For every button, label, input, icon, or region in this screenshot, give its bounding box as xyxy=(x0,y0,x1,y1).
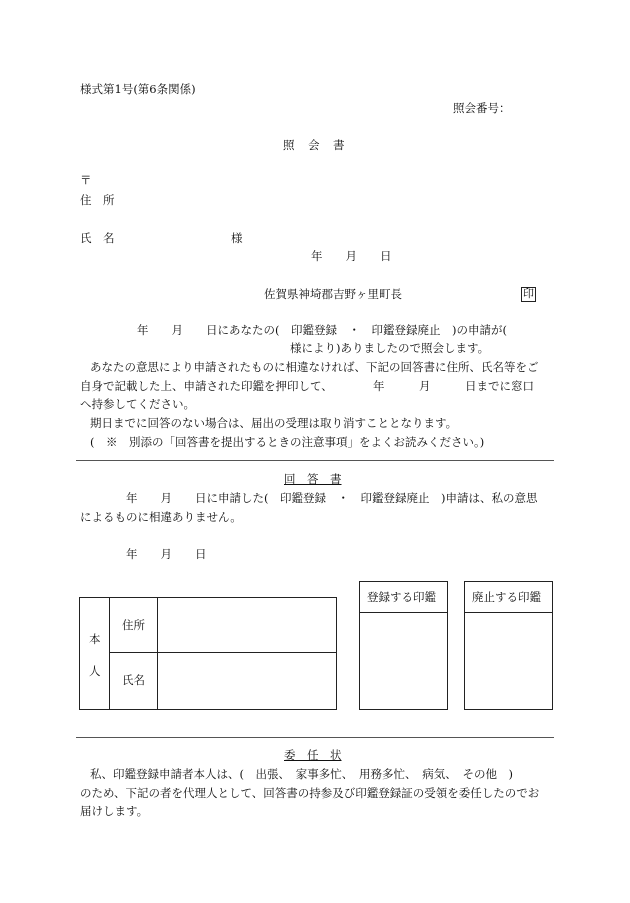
proxy-line-3: 届けします。 xyxy=(80,804,149,818)
applicant-label-2: 人 xyxy=(89,664,101,678)
postal-mark: 〒 xyxy=(80,173,92,187)
name-field[interactable] xyxy=(158,653,336,709)
answer-date: 年 月 日 xyxy=(126,547,207,561)
body-line-5: へ持参してください。 xyxy=(80,397,195,411)
body-line-7: ( ※ 別添の「回答書を提出するときの注意事項」をよくお読みください。) xyxy=(90,435,485,449)
body-line-2: 様により)ありましたので照会します。 xyxy=(290,341,490,355)
address-label: 住 所 xyxy=(80,193,115,207)
row-name-label: 氏名 xyxy=(122,673,145,687)
body-line-6: 期日までに回答のない場合は、届出の受理は取り消すこととなります。 xyxy=(90,416,458,430)
abolish-seal-header-divider xyxy=(464,612,553,613)
address-field[interactable] xyxy=(158,598,336,652)
row-address-label: 住所 xyxy=(122,618,145,632)
body-line-1: 年 月 日にあなたの( 印鑑登録 ・ 印鑑登録廃止 )の申請が( xyxy=(137,323,507,337)
form-number: 様式第1号(第6条関係) xyxy=(80,82,196,96)
body-line-3: あなたの意思により申請されたものに相違なければ、下記の回答書に住所、氏名等をご xyxy=(90,360,539,374)
section-divider-1 xyxy=(76,460,554,461)
answer-title: 回 答 書 xyxy=(284,472,342,486)
body-line-4: 自身で記載した上、申請された印鑑を押印して、 年 月 日までに窓口 xyxy=(80,379,535,393)
register-seal-label: 登録する印鑑 xyxy=(367,590,436,604)
abolish-seal-label: 廃止する印鑑 xyxy=(472,590,541,604)
reference-number-label: 照会番号： xyxy=(453,101,511,115)
issue-date: 年 月 日 xyxy=(311,249,392,263)
section-divider-2 xyxy=(76,737,554,738)
proxy-title: 委 任 状 xyxy=(284,748,342,762)
proxy-line-1: 私、印鑑登録申請者本人は、( 出張、 家事多忙、 用務多忙、 病気、 その他 ) xyxy=(90,767,513,781)
answer-line-2: によるものに相違ありません。 xyxy=(80,510,242,524)
page-title: 照 会 書 xyxy=(283,138,346,152)
proxy-line-2: のため、下記の者を代理人として、回答書の持参及び印鑑登録証の受領を委任したのでお xyxy=(80,786,540,800)
honorific: 様 xyxy=(231,231,243,245)
applicant-label-1: 本 xyxy=(89,632,101,646)
table-divider-vertical-1 xyxy=(109,597,110,710)
register-seal-header-divider xyxy=(359,612,448,613)
answer-line-1: 年 月 日に申請した( 印鑑登録 ・ 印鑑登録廃止 )申請は、私の意思 xyxy=(126,491,538,505)
seal-mark: 印 xyxy=(523,287,534,300)
name-label: 氏 名 xyxy=(80,231,115,245)
issuer-name: 佐賀県神埼郡吉野ヶ里町長 xyxy=(264,287,402,301)
